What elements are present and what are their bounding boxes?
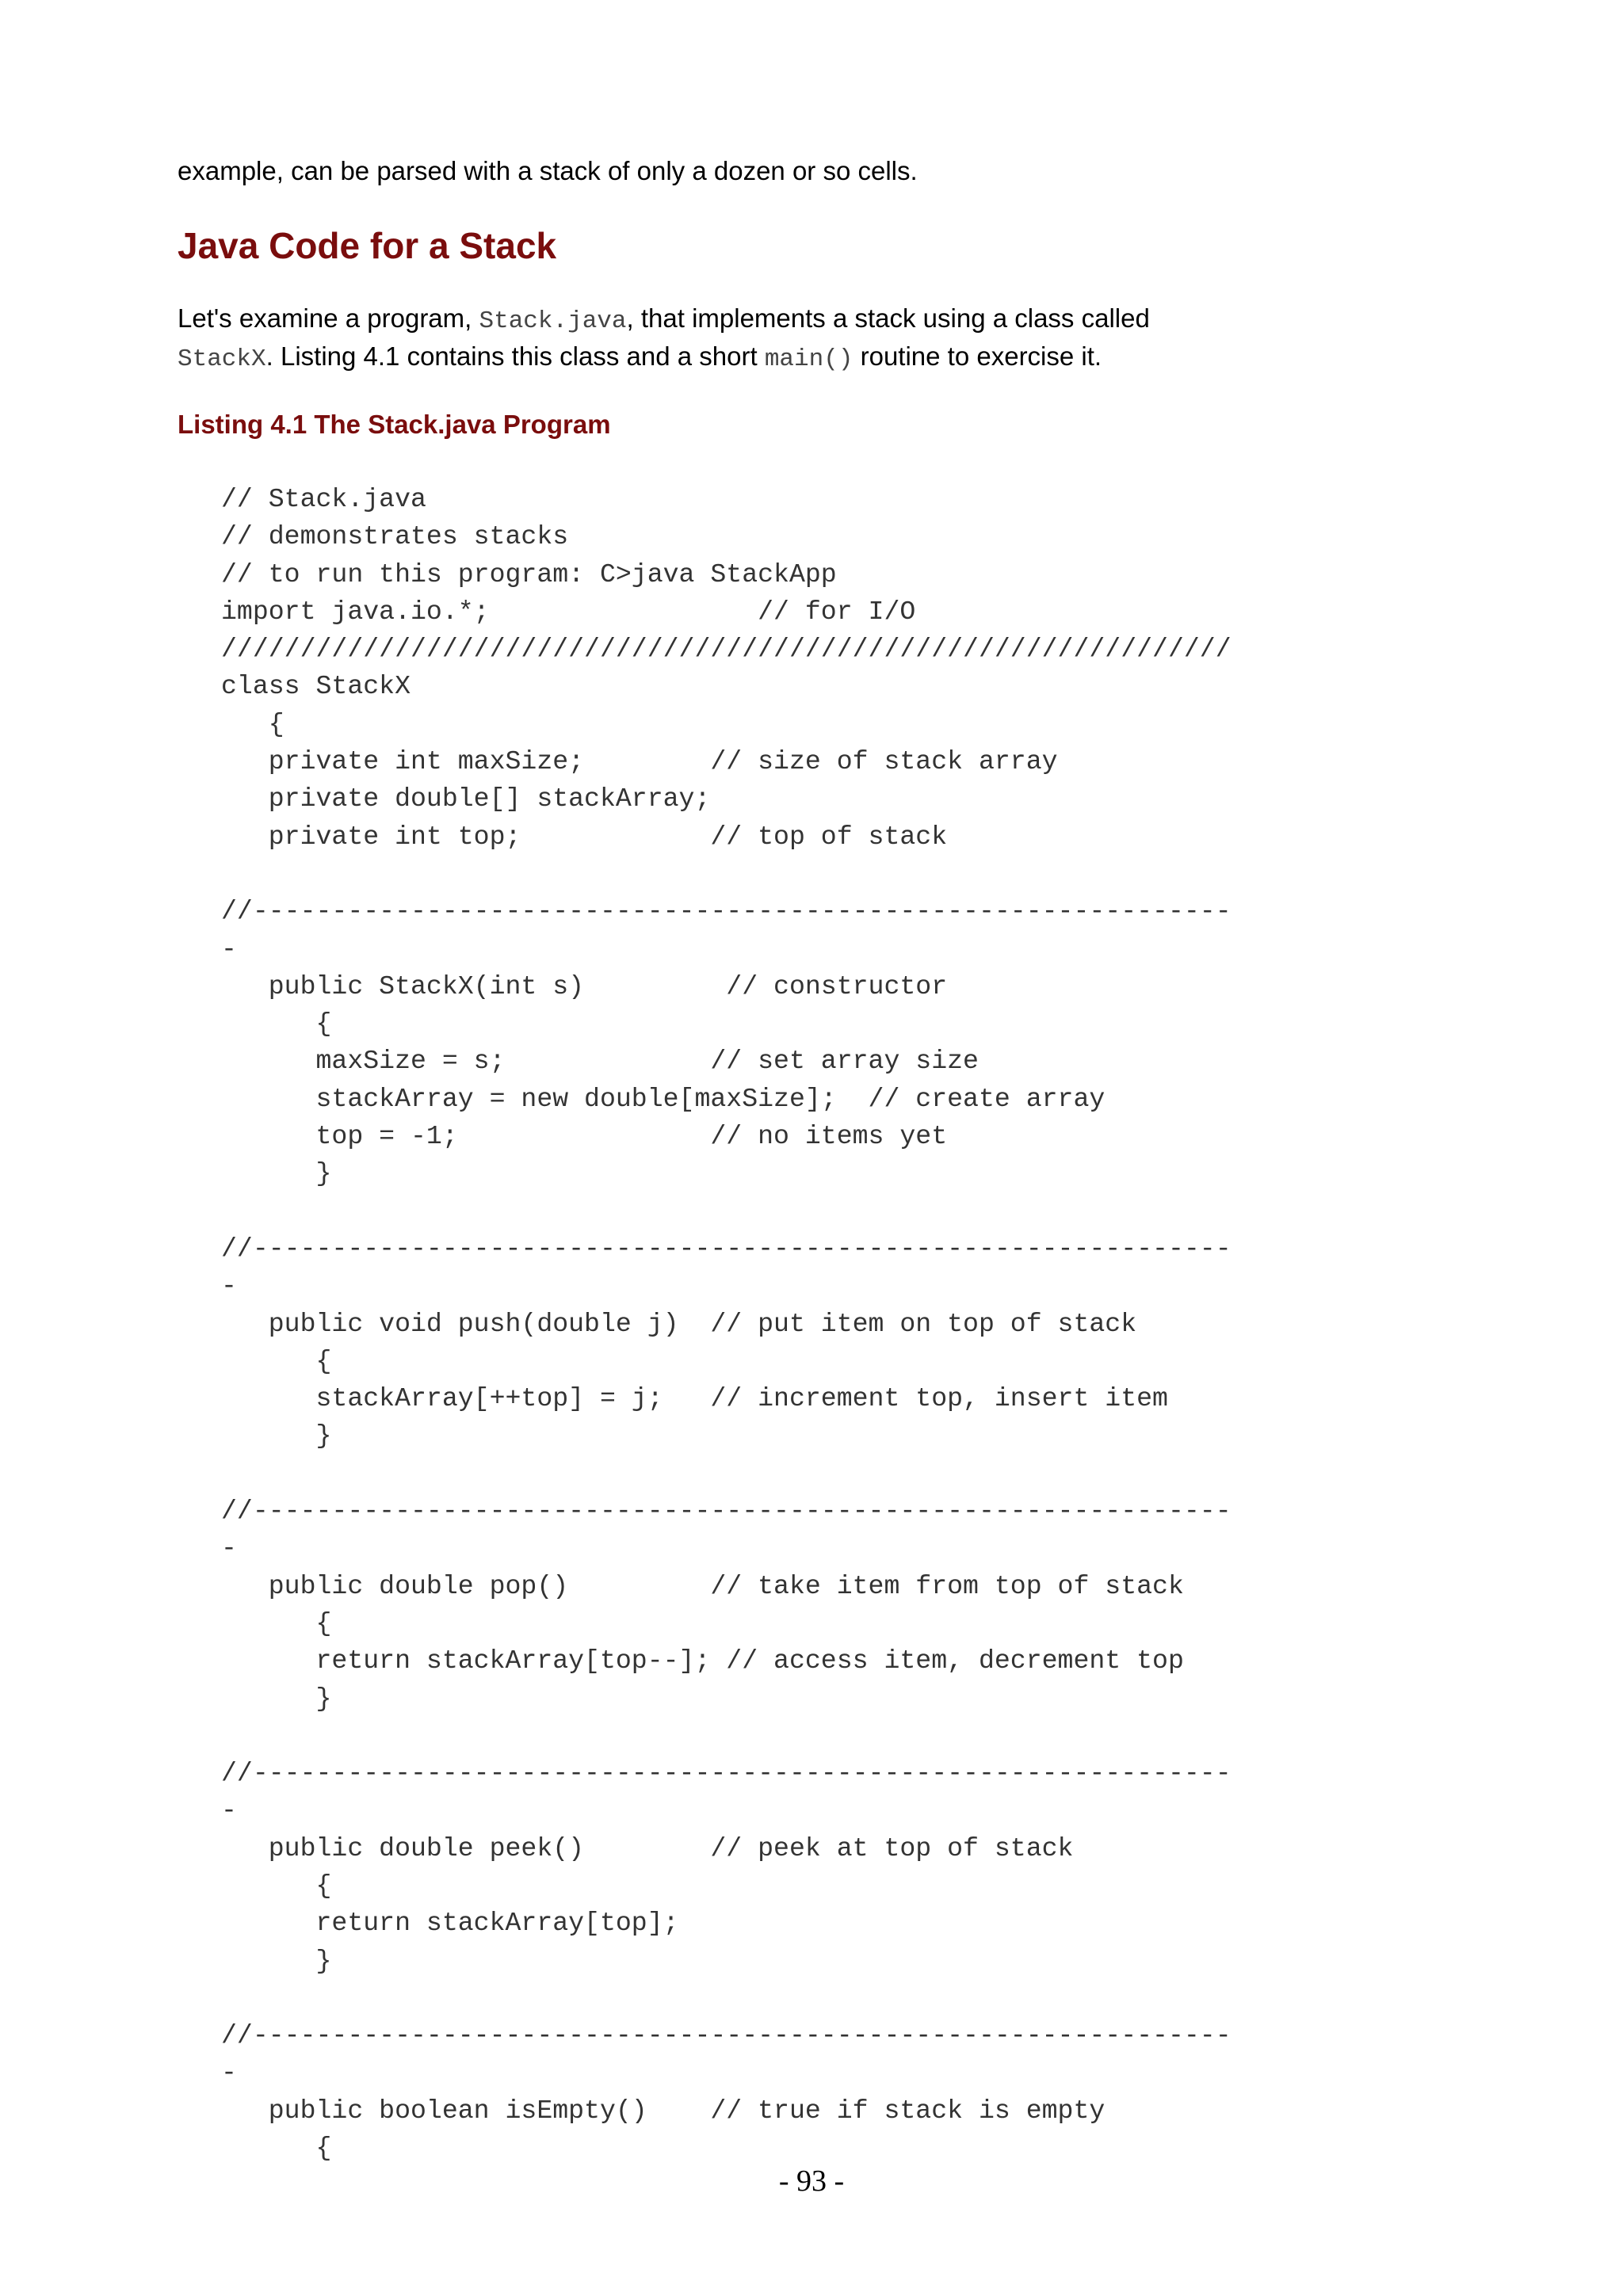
code-line: import java.io.*; // for I/O xyxy=(221,596,916,627)
code-line: // to run this program: C>java StackApp xyxy=(221,559,837,589)
code-line: - xyxy=(221,1795,237,1826)
paragraph-text-1: Let's examine a program, xyxy=(178,303,479,333)
code-line: { xyxy=(221,708,285,739)
code-line xyxy=(221,1718,1232,1755)
paragraph-text-4: routine to exercise it. xyxy=(853,341,1102,371)
code-line: private double[] stackArray; xyxy=(221,784,711,814)
inline-code-classname: StackX xyxy=(178,345,266,373)
code-line xyxy=(221,856,1232,893)
code-line: - xyxy=(221,933,237,964)
code-line: //-------------------------------------------------------------- xyxy=(221,1496,1232,1527)
code-line: maxSize = s; // set array size xyxy=(221,1046,979,1077)
code-line: { xyxy=(221,1608,332,1638)
code-line: } xyxy=(221,1158,332,1189)
code-line xyxy=(221,1980,1232,2017)
code-line: return stackArray[top--]; // access item, decrement top xyxy=(221,1646,1184,1676)
paragraph-line-1 xyxy=(178,301,1525,339)
code-line: - xyxy=(221,1271,237,1302)
intro-text: example, can be parsed with a stack of only a dozen or so cells. xyxy=(178,156,918,185)
code-line: //-------------------------------------------------------------- xyxy=(221,1233,1232,1264)
code-line: { xyxy=(221,1870,332,1901)
code-line: public double pop() // take item from top of stack xyxy=(221,1570,1184,1601)
code-line: { xyxy=(221,1345,332,1376)
inline-code-filename: Stack.java xyxy=(479,307,627,335)
paragraph-text-2: , that implements a stack using a class called xyxy=(626,303,1150,333)
code-line: //////////////////////////////////////////////////////////////// xyxy=(221,634,1232,665)
code-line: - xyxy=(221,1533,237,1564)
code-line: } xyxy=(221,1683,332,1714)
code-line: public void push(double j) // put item on top of stack xyxy=(221,1308,1137,1339)
code-line: { xyxy=(221,1009,332,1039)
code-line: - xyxy=(221,2058,237,2088)
section-heading: Java Code for a Stack xyxy=(178,225,557,266)
code-line: private int top; // top of stack xyxy=(221,821,948,852)
page-number: - 93 - xyxy=(778,2164,845,2198)
body-paragraph xyxy=(178,301,1525,377)
code-line: } xyxy=(221,1945,332,1976)
inline-code-main: main() xyxy=(764,345,854,373)
code-line: // demonstrates stacks xyxy=(221,521,569,552)
paragraph-line-2 xyxy=(178,339,1525,377)
code-line xyxy=(221,1193,1232,1230)
code-line xyxy=(221,1455,1232,1493)
code-line: } xyxy=(221,1421,332,1451)
code-line: stackArray[++top] = j; // increment top, insert item xyxy=(221,1383,1168,1414)
code-line: top = -1; // no items yet xyxy=(221,1121,948,1152)
code-line: //-------------------------------------------------------------- xyxy=(221,1758,1232,1789)
code-line: //-------------------------------------------------------------- xyxy=(221,2020,1232,2051)
code-listing xyxy=(221,481,1232,2167)
code-line: // Stack.java xyxy=(221,484,426,514)
paragraph-text-3: . Listing 4.1 contains this class and a short xyxy=(265,341,765,371)
code-line: stackArray = new double[maxSize]; // create array xyxy=(221,1083,1106,1114)
code-line: class StackX xyxy=(221,671,411,702)
code-line: { xyxy=(221,2133,332,2164)
listing-caption: Listing 4.1 The Stack.java Program xyxy=(178,410,611,439)
code-line: //-------------------------------------------------------------- xyxy=(221,896,1232,927)
code-line: public double peek() // peek at top of stack xyxy=(221,1833,1074,1863)
code-line: private int maxSize; // size of stack array xyxy=(221,746,1058,777)
code-line: public boolean isEmpty() // true if stack is empty xyxy=(221,2095,1106,2126)
code-line: public StackX(int s) // constructor xyxy=(221,971,948,1001)
code-line: return stackArray[top]; xyxy=(221,1908,679,1939)
